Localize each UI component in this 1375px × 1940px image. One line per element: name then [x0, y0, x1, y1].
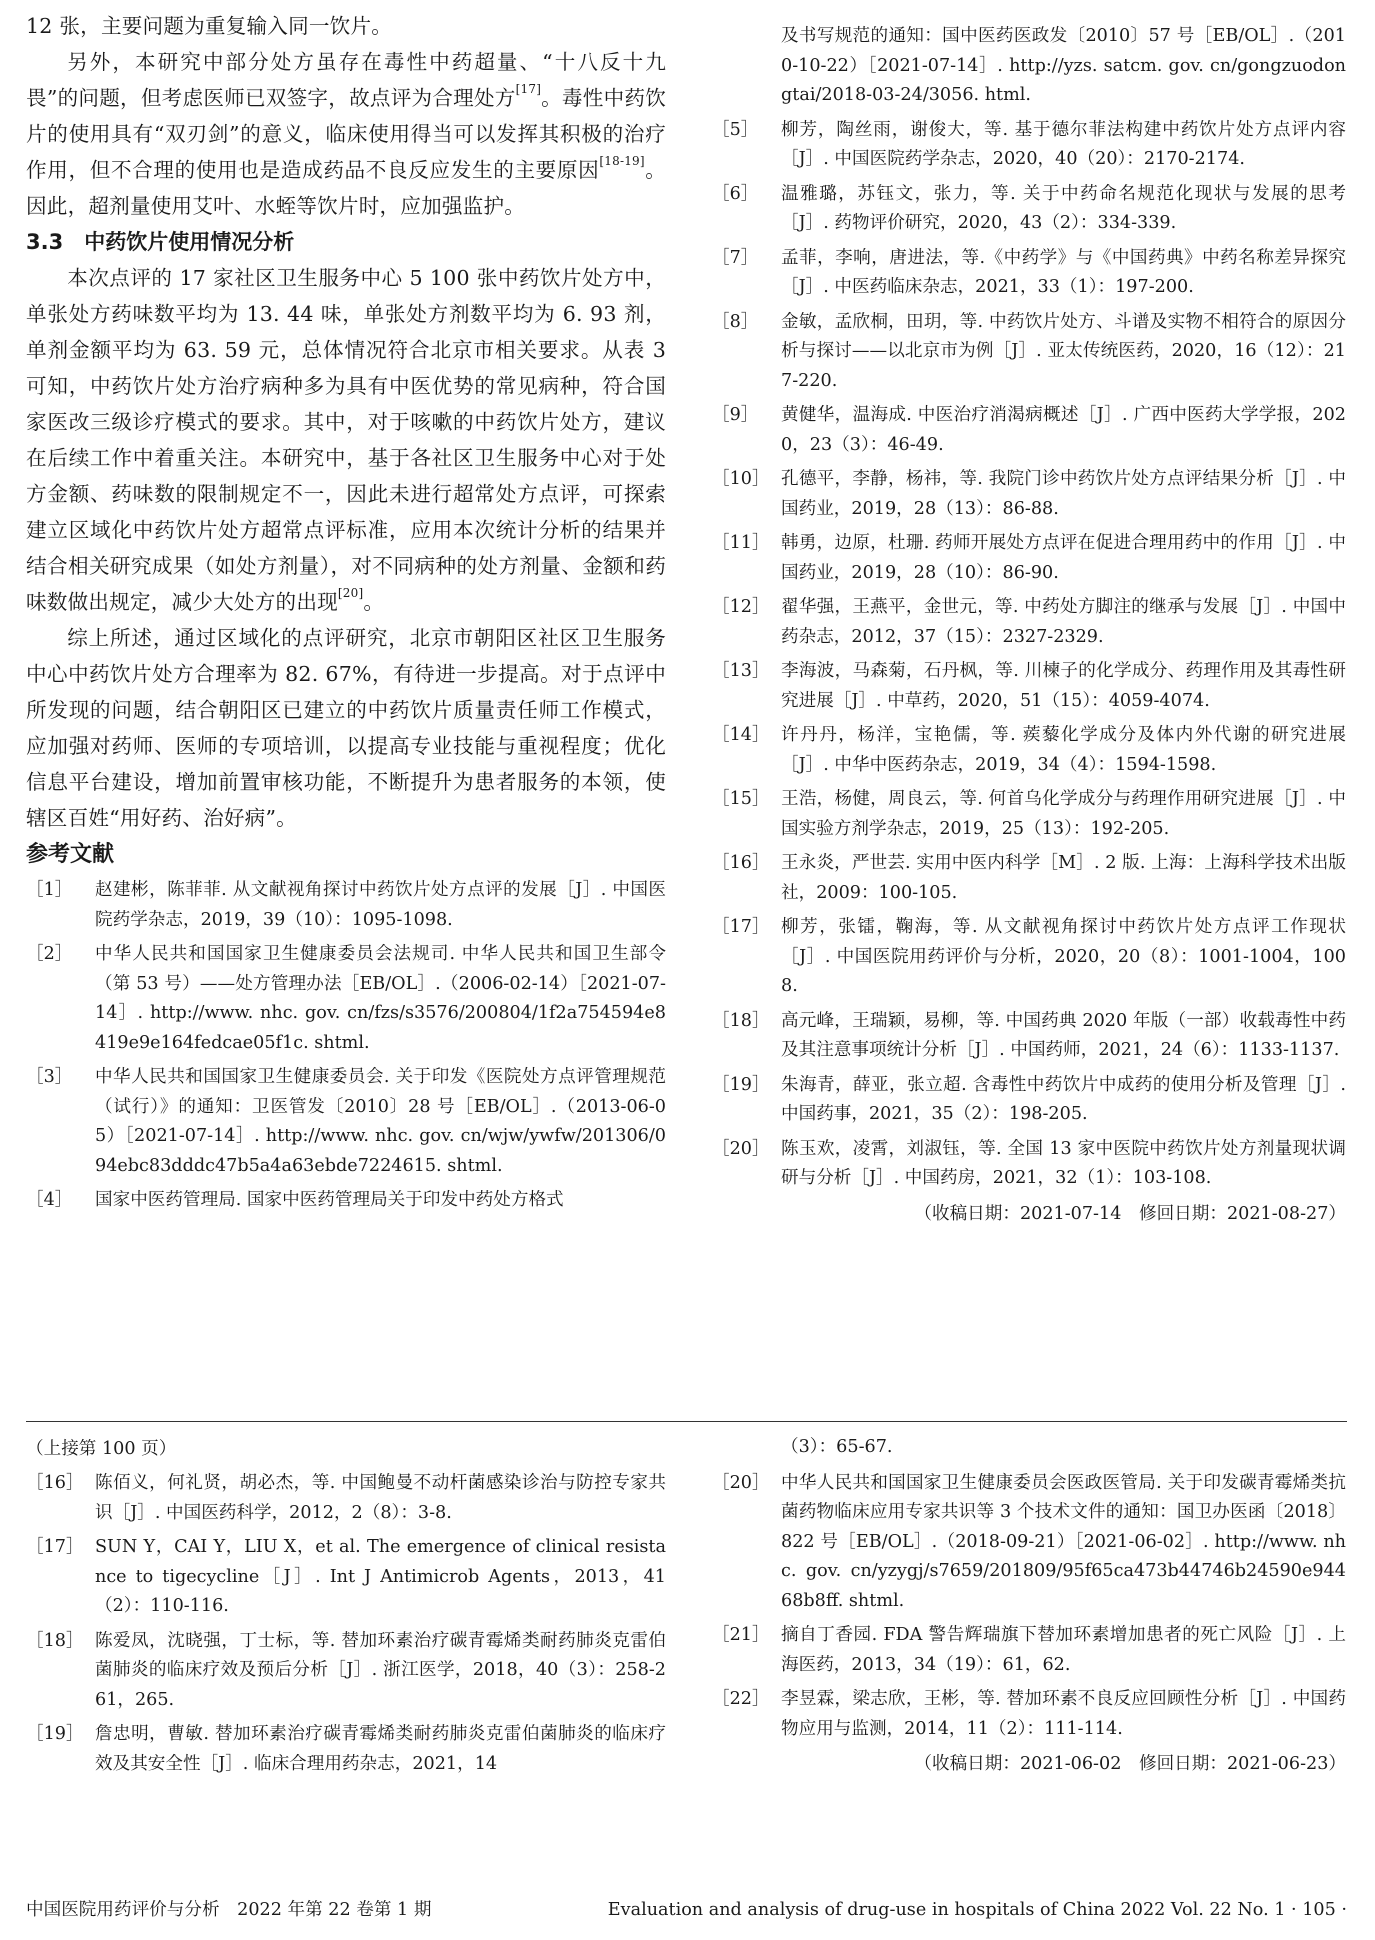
- reference-item: [26, 1063, 666, 1181]
- reference-text: （3）：65-67.: [781, 1437, 893, 1457]
- reference-number: ［2］: [26, 944, 73, 964]
- reference-text: 李昱霖，梁志欣，王彬，等. 替加环素不良反应回顾性分析［J］. 中国药物应用与监测，2014，11（2）：111-114.: [781, 1689, 1346, 1739]
- reference-item: [26, 1627, 666, 1716]
- continuation-note: （上接第 100 页）: [26, 1439, 177, 1459]
- reference-item: [712, 1685, 1346, 1744]
- reference-item: [26, 1533, 666, 1622]
- reference-text: 柳芳，张镭，鞠海，等. 从文献视角探讨中药饮片处方点评工作现状［J］. 中国医院用药评价与分析，2020，20（8）：1001-1004，1008.: [781, 917, 1346, 996]
- reference-number: ［11］: [712, 533, 770, 553]
- citation: [18-19]: [599, 154, 645, 168]
- reference-number: ［19］: [26, 1724, 84, 1744]
- reference-text: 陈玉欢，凌霄，刘淑钰，等. 全国 13 家中医院中药饮片处方剂量现状调研与分析［J］. 中国药房，2021，32（1）：103-108.: [781, 1138, 1346, 1188]
- text-segment: 。: [363, 590, 385, 614]
- reference-number: ［8］: [712, 311, 759, 332]
- reference-item: [26, 1720, 666, 1779]
- reference-item: [712, 529, 1346, 588]
- reference-text: 韩勇，边原，杜珊. 药师开展处方点评在促进合理用药中的作用［J］. 中国药业，2019，28（10）：86-90.: [781, 533, 1346, 583]
- reference-text: 朱海青，薛亚，张立超. 含毒性中药饮片中成药的使用分析及管理［J］. 中国药事，2021，35（2）：198-205.: [781, 1074, 1346, 1124]
- reference-text: 及书写规范的通知：国中医药医政发〔2010〕57 号［EB/OL］.（2010-10-22）［2021-07-14］. http://yzs. satcm. gov. cn/gongzuodongtai/2018-03-24/3056. html.: [781, 26, 1346, 105]
- reference-text: 孟菲，李响，唐进法，等.《中药学》与《中国药典》中药名称差异探究［J］. 中医药临床杂志，2021，33（1）：197-200.: [781, 247, 1346, 297]
- citation: [20]: [337, 586, 364, 600]
- reference-item: [712, 1135, 1346, 1194]
- paragraph-continuation: 12 张，主要问题为重复输入同一饮片。: [26, 14, 393, 38]
- paragraph-toxic-herbs: [26, 44, 666, 224]
- journal-name-cn: 中国医院用药评价与分析 2022 年第 22 卷第 1 期: [26, 1900, 432, 1920]
- reference-number: ［16］: [712, 853, 770, 873]
- reference-number: ［17］: [712, 917, 770, 937]
- reference-item: [712, 1469, 1346, 1617]
- reference-number: ［10］: [712, 469, 770, 489]
- section-number: 3.3: [26, 230, 64, 254]
- reference-text: 孔德平，李静，杨祎，等. 我院门诊中药饮片处方点评结果分析［J］. 中国药业，2019，28（13）：86-88.: [781, 469, 1346, 519]
- reference-number: ［20］: [712, 1472, 770, 1493]
- reference-text: 王永炎，严世芸. 实用中医内科学［M］. 2 版. 上海：上海科学技术出版社，2009：100-105.: [781, 853, 1346, 903]
- reference-number: ［13］: [712, 661, 770, 681]
- reference-item: [712, 657, 1346, 716]
- reference-item: [712, 785, 1346, 844]
- reference-text: 金敏，孟欣桐，田玥，等. 中药饮片处方、斗谱及实物不相符合的原因分析与探讨——以北京市为例［J］. 亚太传统医药，2020，16（12）：217-220.: [781, 311, 1346, 391]
- reference-text: 高元峰，王瑞颖，易柳，等. 中国药典 2020 年版（一部）收载毒性中药及其注意事项统计分析［J］. 中国药师，2021，24（6）：1133-1137.: [781, 1010, 1346, 1060]
- reference-text: 许丹丹，杨洋，宝艳儒，等. 蒺藜化学成分及体内外代谢的研究进展［J］. 中华中医药杂志，2019，34（4）：1594-1598.: [781, 725, 1346, 775]
- reference-item: [712, 593, 1346, 652]
- reference-number: ［20］: [712, 1138, 770, 1159]
- reference-number: ［21］: [712, 1625, 770, 1645]
- section-divider: [26, 1421, 1347, 1422]
- reference-number: ［18］: [712, 1010, 770, 1031]
- reference-text: 李海波，马森菊，石丹枫，等. 川楝子的化学成分、药理作用及其毒性研究进展［J］. 中草药，2020，51（15）：4059-4074.: [781, 661, 1346, 711]
- reference-list: [712, 1469, 1346, 1745]
- received-date: （收稿日期：2021-07-14 修回日期：2021-08-27）: [914, 1203, 1346, 1224]
- reference-item: [712, 913, 1346, 1002]
- reference-text: SUN Y，CAI Y，LIU X，et al. The emergence of clinical resistance to tigecycline［J］. Int J Antimicrob Agents，2013，41（2）：110-116.: [95, 1537, 666, 1616]
- reference-item: [712, 849, 1346, 908]
- reference-continuation: [712, 1433, 1346, 1463]
- reference-item: [712, 721, 1346, 780]
- section-heading: [26, 224, 666, 260]
- reference-text: 中华人民共和国国家卫生健康委员会医政医管局. 关于印发碳青霉烯类抗菌药物临床应用专家共识等 3 个技术文件的通知：国卫办医函〔2018〕822 号［EB/OL］.（2018-09-21）［2021-06-02］. http://www. nhc. gov. cn/yzygj/s7659/201809/95f65ca473b44746b24590e94468b8ff. shtml.: [781, 1472, 1346, 1611]
- reference-number: ［18］: [26, 1630, 84, 1651]
- reference-number: ［15］: [712, 789, 770, 809]
- reference-item: [712, 116, 1346, 175]
- reference-item: [712, 1007, 1346, 1066]
- paragraph-conclusion: 综上所述，通过区域化的点评研究，北京市朝阳区社区卫生服务中心中药饮片处方合理率为 82. 67%，有待进一步提高。对于点评中所发现的问题，结合朝阳区已建立的中药饮片质量责任师工作模式，应加强对药师、医师的专项培训，以提高专业技能与重视程度；优化信息平台建设，增加前置审核功能，不断提升为患者服务的本领，使辖区百姓“用好药、治好病”。: [26, 626, 666, 830]
- bottom-left-column: [26, 1433, 666, 1784]
- reference-text: 温雅璐，苏钰文，张力，等. 关于中药命名规范化现状与发展的思考［J］. 药物评价研究，2020，43（2）：334-339.: [781, 183, 1346, 233]
- reference-number: ［3］: [26, 1067, 73, 1087]
- reference-item: [712, 1071, 1346, 1130]
- reference-text: 摘自丁香园. FDA 警告辉瑞旗下替加环素增加患者的死亡风险［J］. 上海医药，2013，34（19）：61，62.: [781, 1625, 1346, 1675]
- reference-item: [712, 308, 1346, 397]
- paragraph-usage-analysis: [26, 260, 666, 620]
- reference-item: [712, 465, 1346, 524]
- right-column: [712, 22, 1346, 1229]
- reference-text: 陈爱凤，沈晓强，丁士标，等. 替加环素治疗碳青霉烯类耐药肺炎克雷伯菌肺炎的临床疗效及预后分析［J］. 浙江医学，2018，40（3）：258-261，265.: [95, 1630, 666, 1710]
- reference-text: 王浩，杨健，周良云，等. 何首乌化学成分与药理作用研究进展［J］. 中国实验方剂学杂志，2019，25（13）：192-205.: [781, 789, 1346, 839]
- reference-text: 柳芳，陶丝雨，谢俊大，等. 基于德尔菲法构建中药饮片处方点评内容［J］. 中国医院药学杂志，2020，40（20）：2170-2174.: [781, 119, 1346, 169]
- reference-text: 国家中医药管理局. 国家中医药管理局关于印发中药处方格式: [95, 1190, 564, 1210]
- reference-list: [26, 876, 666, 1216]
- reference-list: [712, 116, 1346, 1194]
- page-footer: [26, 1894, 1347, 1926]
- citation: [17]: [515, 82, 542, 96]
- reference-number: ［5］: [712, 119, 759, 140]
- text-segment: 另外，本研究中部分处方虽存在毒性中药超量、“十八反十九畏”的问题，但考虑医师已双签字，故点评为合理处方: [26, 50, 666, 110]
- reference-text: 中华人民共和国国家卫生健康委员会. 关于印发《医院处方点评管理规范（试行）》的通知：卫医管发〔2010〕28 号［EB/OL］.（2013-06-05）［2021-07-14］. http://www. nhc. gov. cn/wjw/ywfw/201306/094ebc83dddc47b5a4a63ebde7224615. shtml.: [95, 1067, 666, 1176]
- reference-number: ［14］: [712, 725, 770, 745]
- reference-number: ［22］: [712, 1689, 770, 1709]
- reference-number: ［6］: [712, 183, 759, 204]
- reference-number: ［12］: [712, 597, 770, 617]
- reference-number: ［19］: [712, 1074, 770, 1095]
- reference-item: [712, 244, 1346, 303]
- reference-text: 陈佰义，何礼贤，胡必杰，等. 中国鲍曼不动杆菌感染诊治与防控专家共识［J］. 中国医药科学，2012，2（8）：3-8.: [95, 1473, 666, 1523]
- journal-name-en: Evaluation and analysis of drug-use in hospitals of China 2022 Vol. 22 No. 1 · 105 ·: [607, 1900, 1347, 1920]
- bottom-right-column: [712, 1433, 1346, 1779]
- reference-item: [26, 876, 666, 935]
- left-column: [26, 8, 666, 1221]
- references-heading: 参考文献: [26, 842, 115, 867]
- reference-number: ［4］: [26, 1190, 73, 1210]
- reference-number: ［9］: [712, 405, 759, 425]
- reference-text: 中华人民共和国国家卫生健康委员会法规司. 中华人民共和国卫生部令（第 53 号）——处方管理办法［EB/OL］.（2006-02-14）［2021-07-14］. http://www. nhc. gov. cn/fzs/s3576/200804/1f2a754594e8419e9e164fedcae05f1c. shtml.: [95, 944, 666, 1053]
- reference-text: 翟华强，王燕平，金世元，等. 中药处方脚注的继承与发展［J］. 中国中药杂志，2012，37（15）：2327-2329.: [781, 597, 1346, 647]
- reference-number: ［16］: [26, 1473, 84, 1493]
- reference-number: ［17］: [26, 1537, 84, 1557]
- text-segment: 。毒性中药饮片的使用具有“双刃剑”的意义，临床使用得当可以发挥其积极的治疗作用，但不合理的使用也是造成药品不良反应发生的主要原因: [26, 86, 667, 182]
- reference-text: 赵建彬，陈菲菲. 从文献视角探讨中药饮片处方点评的发展［J］. 中国医院药学杂志，2019，39（10）：1095-1098.: [95, 880, 666, 930]
- reference-item: [712, 1621, 1346, 1680]
- reference-item: [712, 180, 1346, 239]
- reference-item: [26, 940, 666, 1058]
- reference-text: 黄健华，温海成. 中医治疗消渴病概述［J］. 广西中医药大学学报，2020，23（3）：46-49.: [781, 405, 1346, 455]
- text-segment: 本次点评的 17 家社区卫生服务中心 5 100 张中药饮片处方中，单张处方药味数平均为 13. 44 味，单张处方剂数平均为 6. 93 剂，单剂金额平均为 63. 59 元，总体情况符合北京市相关要求。从表 3 可知，中药饮片处方治疗病种多为具有中医优势的常见病种，符合国家医改三级诊疗模式的要求。其中，对于咳嗽的中药饮片处方，建议在后续工作中着重关注。本研究中，基于各社区卫生服务中心对于处方金额、药味数的限制规定不一，因此未进行超常处方点评，可探索建立区域化中药饮片处方超常点评标准，应用本次统计分析的结果并结合相关研究成果（如处方剂量），对不同病种的处方剂量、金额和药味数做出规定，减少大处方的出现: [26, 266, 666, 614]
- reference-number: ［7］: [712, 247, 759, 268]
- received-date: （收稿日期：2021-06-02 修回日期：2021-06-23）: [914, 1754, 1346, 1774]
- reference-number: ［1］: [26, 880, 73, 900]
- reference-list: [26, 1469, 666, 1779]
- reference-continuation: [712, 22, 1346, 111]
- reference-text: 詹忠明，曹敏. 替加环素治疗碳青霉烯类耐药肺炎克雷伯菌肺炎的临床疗效及其安全性［J］. 临床合理用药杂志，2021，14: [95, 1724, 666, 1774]
- reference-item: [712, 401, 1346, 460]
- section-title: 中药饮片使用情况分析: [84, 230, 295, 254]
- reference-item: [26, 1186, 666, 1216]
- text-segment: 。因此，超剂量使用艾叶、水蛭等饮片时，应加强监护。: [26, 158, 667, 218]
- reference-item: [26, 1469, 666, 1528]
